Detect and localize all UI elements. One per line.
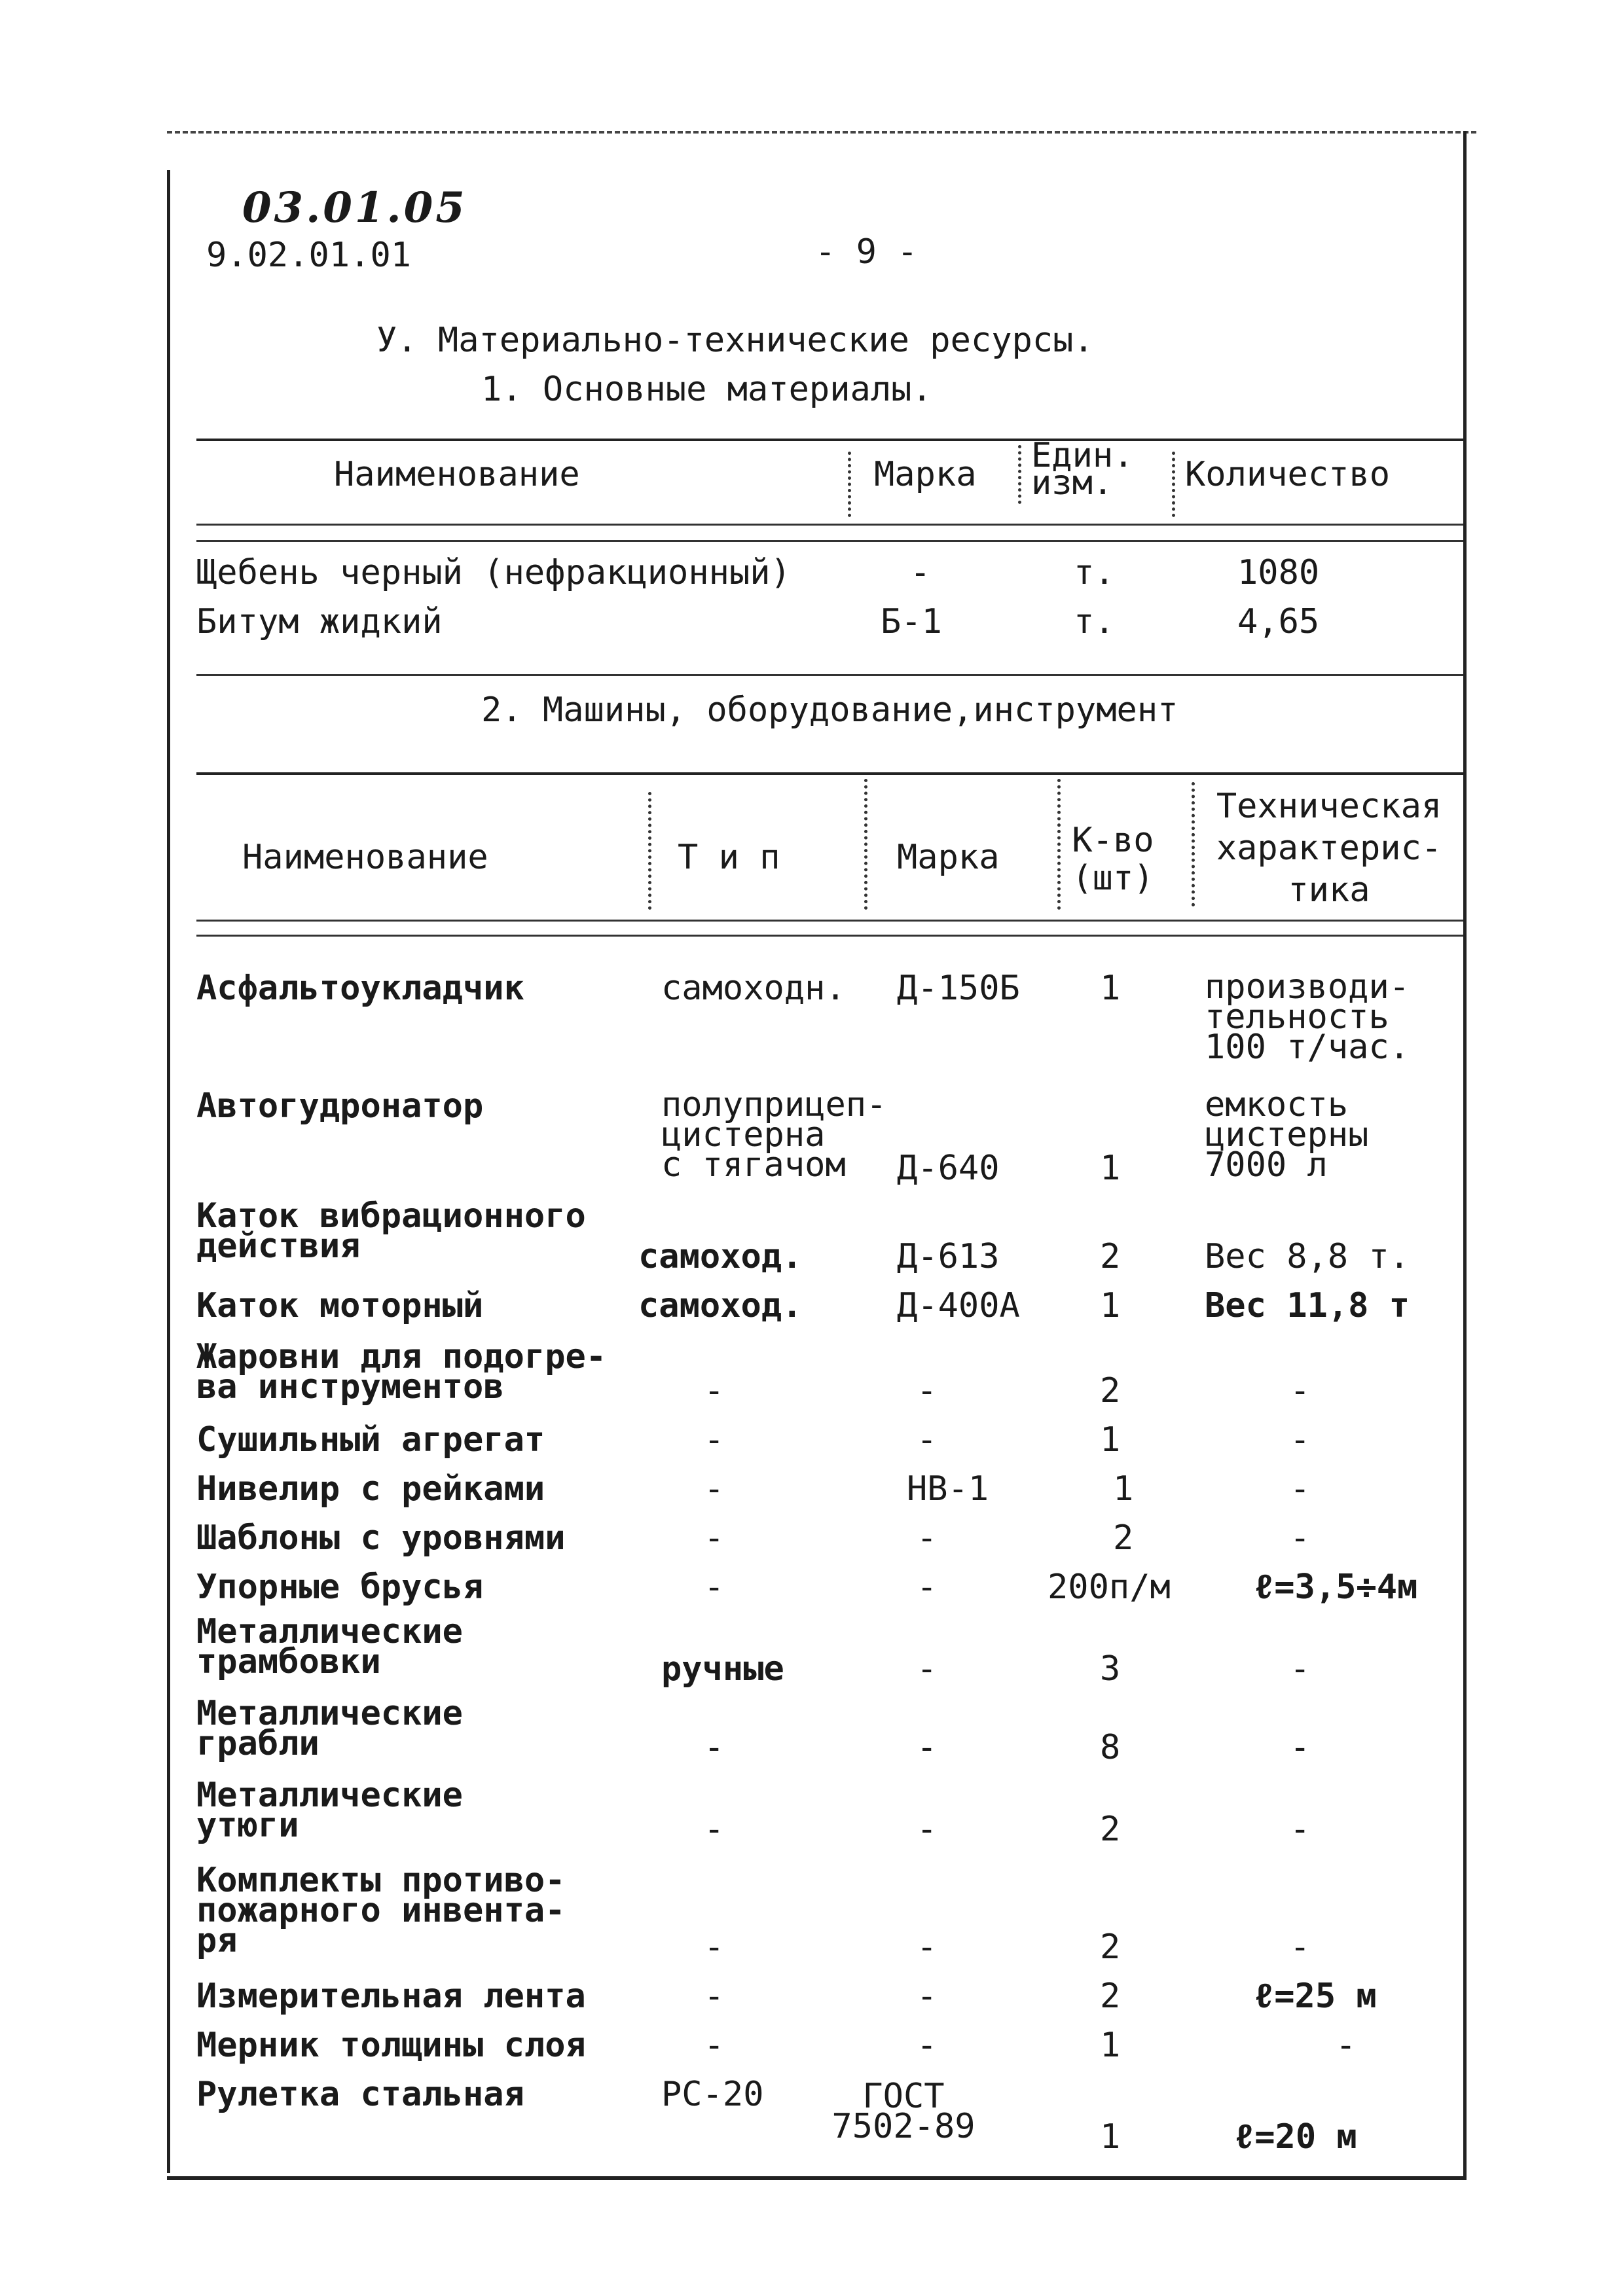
machines-row-mark: -: [917, 1977, 938, 2016]
machines-row-spec: Вес 11,8 т: [1205, 1286, 1410, 1325]
machines-divider-2: [864, 779, 867, 910]
machines-row-type: -: [704, 1728, 725, 1767]
machines-row-qty: 1: [1100, 1149, 1121, 1188]
machines-row-name: Металлические трамбовки: [196, 1612, 463, 1681]
machines-row-name: Металлические грабли: [196, 1694, 463, 1763]
machines-row-qty: 1: [1100, 1286, 1121, 1325]
machines-row-qty: 1: [1100, 1420, 1121, 1460]
machines-table-top-line: [196, 772, 1463, 775]
machines-row-qty: 2: [1100, 1810, 1121, 1849]
machines-divider-1: [648, 792, 651, 910]
machines-row-qty: 1: [1100, 969, 1121, 1008]
machines-row-mark: -: [917, 1810, 938, 1849]
machines-row-type: полуприцеп- цистерна с тягачом: [661, 1085, 887, 1185]
machines-row-name: Сушильный агрегат: [196, 1420, 545, 1460]
materials-row-mark: -: [910, 553, 931, 592]
machines-row-spec: -: [1290, 1928, 1311, 1967]
machines-row-name: Металлические утюги: [196, 1776, 463, 1845]
machines-row-mark: -: [917, 1928, 938, 1967]
machines-row-mark: -: [917, 1518, 938, 1558]
frame-right-border: [1463, 131, 1467, 2179]
materials-divider-3: [1172, 452, 1175, 517]
machines-row-mark: Д-613: [897, 1237, 1000, 1276]
materials-divider-1: [848, 452, 851, 517]
machines-row-spec: ℓ=20 м: [1234, 2117, 1357, 2157]
machines-row-mark: НВ-1: [907, 1469, 989, 1509]
machines-row-mark: -: [917, 1568, 938, 1607]
machines-row-type: самоход.: [638, 1237, 803, 1276]
machines-header-line-1: [196, 920, 1463, 922]
machines-row-mark: Д-400А: [897, 1286, 1020, 1325]
machines-row-qty: 2: [1113, 1518, 1134, 1558]
machines-row-qty: 1: [1113, 1469, 1134, 1509]
materials-header-name: Наименование: [334, 455, 580, 494]
machines-row-name: Автогудронатор: [196, 1086, 484, 1126]
section-subtitle-machines: 2. Машины, оборудование,инструмент: [481, 691, 1178, 730]
frame-bottom-border: [167, 2176, 1467, 2180]
materials-row-qty: 4,65: [1237, 602, 1320, 641]
materials-table-top-line: [196, 439, 1463, 441]
machines-row-type: -: [704, 1928, 725, 1967]
machines-row-spec: -: [1336, 2026, 1357, 2065]
machines-header-name: Наименование: [242, 838, 488, 877]
machines-row-spec: -: [1290, 1518, 1311, 1558]
machines-row-type: РС-20: [661, 2075, 764, 2114]
machines-row-mark: -: [917, 1649, 938, 1689]
materials-row-unit: т.: [1074, 602, 1115, 641]
machines-header-line-2: [196, 935, 1463, 937]
machines-row-name: Рулетка стальная: [196, 2075, 524, 2114]
machines-row-type: самоходн.: [661, 969, 846, 1008]
machines-row-qty: 1: [1100, 2026, 1121, 2065]
materials-divider-2: [1018, 445, 1021, 504]
machines-row-name: Нивелир с рейками: [196, 1469, 545, 1509]
machines-row-type: -: [704, 1810, 725, 1849]
machines-header-type: Т и п: [678, 838, 780, 877]
frame-left-border: [167, 170, 170, 2173]
machines-row-mark: ГОСТ 7502-89: [831, 2077, 976, 2146]
machines-row-spec: емкость цистерны 7000 л: [1205, 1085, 1369, 1185]
machines-row-type: -: [704, 1568, 725, 1607]
machines-row-qty: 200п/м: [1048, 1568, 1171, 1607]
machines-row-qty: 2: [1100, 1928, 1121, 1967]
machines-header-spec: Техническая характерис- тика: [1216, 787, 1442, 910]
machines-row-mark: -: [917, 1420, 938, 1460]
materials-row-unit: т.: [1074, 553, 1115, 592]
machines-row-qty: 2: [1100, 1237, 1121, 1276]
machines-header-mark: Марка: [897, 838, 1000, 877]
machines-row-name: Измерительная лента: [196, 1977, 586, 2016]
machines-row-mark: Д-640: [897, 1149, 1000, 1188]
machines-row-name: Шаблоны с уровнями: [196, 1518, 566, 1558]
machines-row-name: Комплекты противо- пожарного инвента- ря: [196, 1861, 566, 1960]
doc-code: 9.02.01.01: [206, 236, 412, 275]
frame-top-border: [167, 131, 1476, 134]
materials-header-mark: Марка: [874, 455, 977, 494]
machines-row-name: Мерник толщины слоя: [196, 2026, 586, 2065]
machines-divider-3: [1057, 779, 1061, 910]
machines-row-type: -: [704, 1518, 725, 1558]
materials-bottom-line: [196, 674, 1463, 676]
machines-row-qty: 8: [1100, 1728, 1121, 1767]
machines-row-type: -: [704, 2026, 725, 2065]
section-subtitle-materials: 1. Основные материалы.: [481, 370, 932, 409]
machines-row-spec: -: [1290, 1469, 1311, 1509]
machines-row-mark: -: [917, 1728, 938, 1767]
materials-row-name: Битум жидкий: [196, 602, 443, 641]
machines-row-spec: -: [1290, 1420, 1311, 1460]
machines-row-name: Каток вибрационного действия: [196, 1196, 586, 1266]
machines-header-qty: К-во (шт): [1072, 821, 1154, 898]
machines-row-type: -: [704, 1469, 725, 1509]
machines-row-spec: производи- тельность 100 т/час.: [1205, 967, 1410, 1067]
machines-row-type: -: [704, 1371, 725, 1410]
machines-row-qty: 2: [1100, 1977, 1121, 2016]
machines-row-type: -: [704, 1420, 725, 1460]
materials-header-line-2: [196, 540, 1463, 542]
machines-row-spec: Вес 8,8 т.: [1205, 1237, 1410, 1276]
machines-row-spec: ℓ=25 м: [1254, 1977, 1377, 2016]
machines-row-spec: -: [1290, 1810, 1311, 1849]
materials-row-name: Щебень черный (нефракционный): [196, 553, 791, 592]
machines-row-type: самоход.: [638, 1286, 803, 1325]
page-number: - 9 -: [815, 232, 918, 272]
machines-divider-4: [1192, 782, 1195, 906]
machines-row-type: -: [704, 1977, 725, 2016]
materials-row-mark: Б-1: [881, 602, 942, 641]
machines-row-mark: -: [917, 1371, 938, 1410]
machines-row-name: Асфальтоукладчик: [196, 969, 524, 1008]
machines-row-name: Каток моторный: [196, 1286, 484, 1325]
machines-row-spec: -: [1290, 1371, 1311, 1410]
machines-row-spec: -: [1290, 1728, 1311, 1767]
machines-row-qty: 1: [1100, 2117, 1121, 2157]
materials-row-qty: 1080: [1237, 553, 1320, 592]
section-title: У. Материально-технические ресурсы.: [376, 321, 1094, 360]
materials-header-unit: Един. изм.: [1031, 436, 1134, 503]
machines-row-type: ручные: [661, 1649, 784, 1689]
machines-row-qty: 2: [1100, 1371, 1121, 1410]
materials-header-qty: Количество: [1185, 455, 1391, 494]
machines-row-mark: Д-150Б: [897, 969, 1020, 1008]
materials-header-line-1: [196, 524, 1463, 526]
machines-row-name: Жаровни для подогре- ва инструментов: [196, 1337, 607, 1407]
machines-row-qty: 3: [1100, 1649, 1121, 1689]
machines-row-name: Упорные брусья: [196, 1568, 484, 1607]
machines-row-spec: ℓ=3,5÷4м: [1254, 1568, 1418, 1607]
machines-row-mark: -: [917, 2026, 938, 2065]
machines-row-spec: -: [1290, 1649, 1311, 1689]
handwritten-code: 03.01.05: [242, 183, 467, 232]
